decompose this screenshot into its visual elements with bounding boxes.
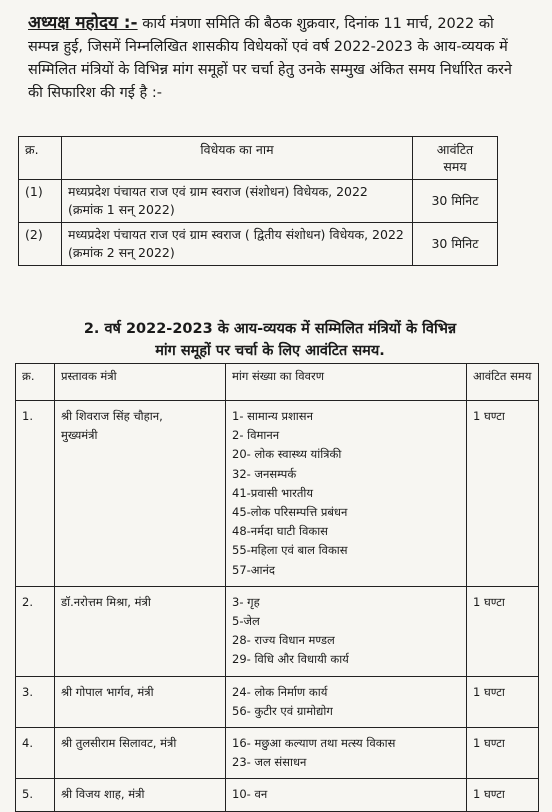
row-demands	[226, 728, 467, 779]
header-sno: क्र.	[16, 364, 55, 401]
row-time: 30 मिनिट	[413, 180, 498, 223]
row-demands	[226, 401, 467, 587]
minister-line: श्री गोपाल भार्गव, मंत्री	[61, 684, 154, 699]
demand-item: 10- वन	[232, 787, 268, 802]
demand-item: 16- मछुआ कल्याण तथा मत्स्य विकास	[232, 736, 396, 751]
demand-item: 56- कुटीर एवं ग्रामोद्योग	[232, 703, 333, 718]
row-sno: (1)	[19, 180, 62, 223]
row-minister	[55, 728, 226, 779]
header-time-l2: समय	[443, 159, 467, 174]
demands-table-body	[16, 401, 539, 812]
table-row	[16, 779, 539, 811]
demand-item: 1- सामान्य प्रशासन	[232, 409, 313, 423]
row-sno: 2.	[16, 586, 55, 676]
demand-item: 24- लोक निर्माण कार्य	[232, 684, 328, 699]
table-row	[16, 728, 539, 779]
row-sno: 1.	[16, 401, 55, 587]
bill-name-line: मध्यप्रदेश पंचायत राज एवं ग्राम स्वराज (संशोधन) विधेयक, 2022	[68, 184, 368, 199]
row-sno: 4.	[16, 728, 55, 779]
row-demands	[226, 676, 467, 727]
row-time: 1 घण्टा	[467, 586, 539, 676]
demand-item: 3- गृह	[232, 594, 260, 609]
section-heading	[20, 318, 520, 362]
demand-item: 5-जेल	[232, 614, 260, 629]
header-time-l1: आवंटित	[436, 142, 474, 157]
header-time	[413, 137, 498, 180]
row-sno: 3.	[16, 676, 55, 727]
intro-text: कार्य मंत्रणा समिति की बैठक शुक्रवार, दिनांक 11 मार्च, 2022 को सम्पन्न हुई, जिसमें निम्नलिखित शासकीय विधेयकों एवं वर्ष 2022-2023 के आय-व्ययक में सम्मिलित मंत्रियों के विभिन्न मांग समूहों पर चर्चा हेतु उनके सम्मुख अंकित समय निर्धारित करने की सिफारिश की गई है :-	[28, 16, 512, 101]
row-minister	[55, 586, 226, 676]
section-heading-l2: मांग समूहों पर चर्चा के लिए आवंटित समय.	[155, 343, 385, 359]
demand-item: 32- जनसम्पर्क	[232, 466, 297, 481]
demand-item: 2- विमानन	[232, 428, 280, 443]
row-demands	[226, 779, 467, 811]
minister-line: डॉ.नरोत्तम मिश्रा, मंत्री	[61, 594, 151, 609]
minister-line: श्री शिवराज सिंह चौहान,	[61, 409, 163, 423]
demand-item: 57-आनंद	[232, 562, 276, 577]
bill-number-line: (क्रमांक 2 सन् 2022)	[68, 245, 175, 260]
row-bill-name	[62, 223, 413, 266]
bill-name-line: मध्यप्रदेश पंचायत राज एवं ग्राम स्वराज ( द्वितीय संशोधन) विधेयक, 2022	[68, 227, 404, 242]
minister-line: श्री विजय शाह, मंत्री	[61, 787, 145, 802]
row-demands	[226, 586, 467, 676]
demand-item: 55-महिला एवं बाल विकास	[232, 543, 348, 558]
row-time: 1 घण्टा	[467, 779, 539, 811]
row-time: 1 घण्टा	[467, 401, 539, 587]
demand-item: 20- लोक स्वास्थ्य यांत्रिकी	[232, 447, 342, 462]
table-row	[19, 180, 498, 223]
header-bill-name: विधेयक का नाम	[62, 137, 413, 180]
row-bill-name	[62, 180, 413, 223]
bills-table-header	[19, 137, 498, 180]
row-minister	[55, 779, 226, 811]
demands-table-header	[16, 364, 539, 401]
table-row	[16, 586, 539, 676]
intro-lead: अध्यक्ष महोदय :-	[28, 13, 138, 33]
table-row	[16, 401, 539, 587]
row-time: 30 मिनिट	[413, 223, 498, 266]
demand-item: 29- विधि और विधायी कार्य	[232, 652, 349, 667]
header-minister: प्रस्तावक मंत्री	[55, 364, 226, 401]
row-time: 1 घण्टा	[467, 728, 539, 779]
table-row	[16, 676, 539, 727]
section-heading-l1: 2. वर्ष 2022-2023 के आय-व्ययक में सम्मिलित मंत्रियों के विभिन्न	[83, 321, 457, 337]
intro-paragraph	[28, 12, 528, 105]
table-row	[19, 223, 498, 266]
demand-item: 45-लोक परिसम्पत्ति प्रबंधन	[232, 505, 348, 520]
row-time: 1 घण्टा	[467, 676, 539, 727]
minister-line: मुख्यमंत्री	[61, 428, 98, 443]
bill-number-line: (क्रमांक 1 सन् 2022)	[68, 202, 175, 217]
header-sno: क्र.	[19, 137, 62, 180]
header-demand: मांग संख्या का विवरण	[226, 364, 467, 401]
minister-line: श्री तुलसीराम सिलावट, मंत्री	[61, 736, 177, 751]
row-sno: (2)	[19, 223, 62, 266]
demand-item: 41-प्रवासी भारतीय	[232, 485, 314, 500]
row-sno: 5.	[16, 779, 55, 811]
demands-table	[15, 363, 539, 812]
row-minister	[55, 401, 226, 587]
demand-item: 23- जल संसाधन	[232, 755, 307, 770]
demand-item: 48-नर्मदा घाटी विकास	[232, 524, 328, 539]
header-time: आवंटित समय	[467, 364, 539, 401]
bills-table	[18, 136, 498, 266]
demand-item: 28- राज्य विधान मण्डल	[232, 633, 335, 648]
row-minister	[55, 676, 226, 727]
